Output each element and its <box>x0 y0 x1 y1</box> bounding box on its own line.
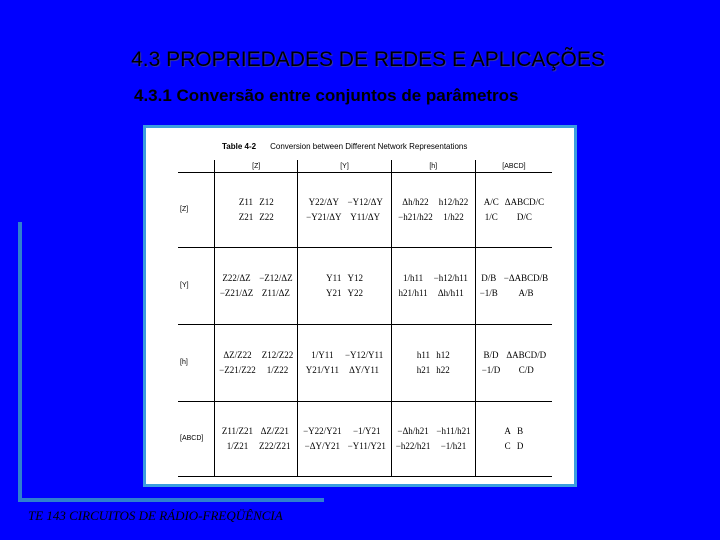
matrix-entry: −1/Y21 <box>352 425 381 436</box>
matrix-cell <box>475 248 552 325</box>
matrix-entry: 1/Z21 <box>226 441 249 451</box>
slide-title: 4.3 PROPRIEDADES DE REDES E APLICAÇÕES <box>131 48 605 71</box>
table-row <box>178 325 552 402</box>
matrix-entry: −h22/h21 <box>395 441 431 451</box>
matrix-entry: ΔZ/Z22 <box>223 349 252 360</box>
matrix-entry: h12 <box>436 349 450 360</box>
matrix-cell <box>298 402 391 477</box>
table-label: Table 4-2 <box>222 142 257 151</box>
matrix-cell <box>298 248 391 325</box>
matrix-cell <box>475 173 552 248</box>
matrix-entry: Y21/Y11 <box>305 365 339 375</box>
matrix-entry: ΔY/Y11 <box>349 365 380 375</box>
matrix-entry: D <box>516 441 524 451</box>
matrix-entry: Y22 <box>347 288 363 298</box>
matrix-cell <box>215 325 298 402</box>
table-row <box>178 173 552 248</box>
matrix-entry: −ΔY/Y21 <box>304 441 341 451</box>
matrix-entry: C <box>504 441 511 451</box>
matrix-entry: h11 <box>416 349 431 360</box>
matrix-entry: −Y21/ΔY <box>306 212 342 222</box>
matrix-cell <box>391 325 475 402</box>
matrix-entry: −1/h21 <box>440 441 467 451</box>
matrix-entry: B <box>517 425 524 436</box>
matrix-entry: A/B <box>518 288 534 298</box>
matrix-entry: h12/h22 <box>438 196 469 207</box>
header-cell: [Y] <box>298 160 391 173</box>
matrix-entry: A/C <box>483 196 499 207</box>
matrix-entry: Y21 <box>326 288 342 298</box>
matrix-entry: ΔABCD/D <box>506 349 547 360</box>
matrix-entry: h22 <box>436 365 450 375</box>
matrix-entry: D/B <box>481 272 497 283</box>
matrix-entry: h21/h11 <box>398 288 428 298</box>
slide-subtitle: 4.3.1 Conversão entre conjuntos de parâmetros <box>134 86 519 105</box>
matrix-cell <box>215 173 298 248</box>
header-cell: [ABCD] <box>475 160 552 173</box>
matrix-entry: −Z12/ΔZ <box>259 272 293 283</box>
header-cell: [Z] <box>215 160 298 173</box>
conversion-table <box>178 160 552 477</box>
matrix-cell <box>215 402 298 477</box>
matrix-entry: 1/h11 <box>403 272 424 283</box>
matrix-entry: Z12/Z22 <box>261 349 294 360</box>
matrix-cell <box>475 325 552 402</box>
matrix-entry: −h11/h21 <box>436 425 471 436</box>
matrix-entry: Z11/Z21 <box>221 425 254 436</box>
matrix-entry: −1/B <box>479 288 498 298</box>
matrix-entry: C/D <box>518 365 534 375</box>
matrix-cell <box>391 173 475 248</box>
matrix-entry: −Z21/Z22 <box>219 365 256 375</box>
matrix-entry: 1/h22 <box>443 212 464 222</box>
matrix-entry: Z22/ΔZ <box>222 272 251 283</box>
matrix-cell <box>391 402 475 477</box>
matrix-entry: Z11/ΔZ <box>261 288 290 298</box>
matrix-entry: B/D <box>483 349 499 360</box>
table-caption-text: Conversion between Different Network Representations <box>270 142 468 151</box>
matrix-entry: Y22/ΔY <box>308 196 339 207</box>
matrix-entry: Y11 <box>326 272 342 283</box>
matrix-entry: Z21 <box>238 212 254 222</box>
matrix-entry: Z11 <box>238 196 254 207</box>
matrix-entry: −Y12/Y11 <box>344 349 384 360</box>
matrix-entry: Y11/ΔY <box>350 212 381 222</box>
slide-footer: TE 143 CIRCUITOS DE RÁDIO-FREQÜÊNCIA <box>28 508 283 523</box>
matrix-entry: −Z21/ΔZ <box>219 288 254 298</box>
table-header-row <box>178 160 552 173</box>
matrix-entry: Z12 <box>259 196 274 207</box>
matrix-entry: h21 <box>416 365 431 375</box>
matrix-cell <box>298 325 391 402</box>
matrix-entry: −1/D <box>481 365 501 375</box>
matrix-entry: D/C <box>516 212 532 222</box>
matrix-entry: Z22 <box>259 212 274 222</box>
matrix-entry: ΔABCD/C <box>504 196 545 207</box>
conversion-table-image <box>143 125 577 487</box>
table-caption <box>222 142 467 151</box>
matrix-cell <box>215 248 298 325</box>
matrix-entry: 1/Y11 <box>311 349 334 360</box>
matrix-entry: −Y12/ΔY <box>347 196 383 207</box>
matrix-entry: −Y11/Y21 <box>347 441 386 451</box>
row-header: [ABCD] <box>178 402 215 477</box>
decorative-vertical-bar <box>18 222 22 500</box>
matrix-entry: A <box>504 425 511 436</box>
matrix-entry: 1/Z22 <box>266 365 289 375</box>
header-cell: [h] <box>391 160 475 173</box>
matrix-entry: Z22/Z21 <box>259 441 291 451</box>
decorative-horizontal-bar <box>18 498 324 502</box>
matrix-cell <box>391 248 475 325</box>
matrix-entry: Y12 <box>347 272 363 283</box>
matrix-entry: −h12/h11 <box>433 272 468 283</box>
matrix-entry: ΔZ/Z21 <box>260 425 289 436</box>
matrix-entry: −h21/h22 <box>398 212 433 222</box>
matrix-entry: Δh/h11 <box>437 288 464 298</box>
matrix-entry: −Y22/Y21 <box>303 425 342 436</box>
row-header: [h] <box>178 325 215 402</box>
row-header: [Z] <box>178 173 215 248</box>
header-cell <box>178 160 215 173</box>
matrix-entry: Δh/h22 <box>402 196 429 207</box>
matrix-entry: −ΔABCD/B <box>503 272 549 283</box>
matrix-cell <box>475 402 552 477</box>
table-row <box>178 248 552 325</box>
matrix-entry: −Δh/h21 <box>397 425 429 436</box>
row-header: [Y] <box>178 248 215 325</box>
table-row <box>178 402 552 477</box>
matrix-entry: 1/C <box>484 212 498 222</box>
matrix-cell <box>298 173 391 248</box>
